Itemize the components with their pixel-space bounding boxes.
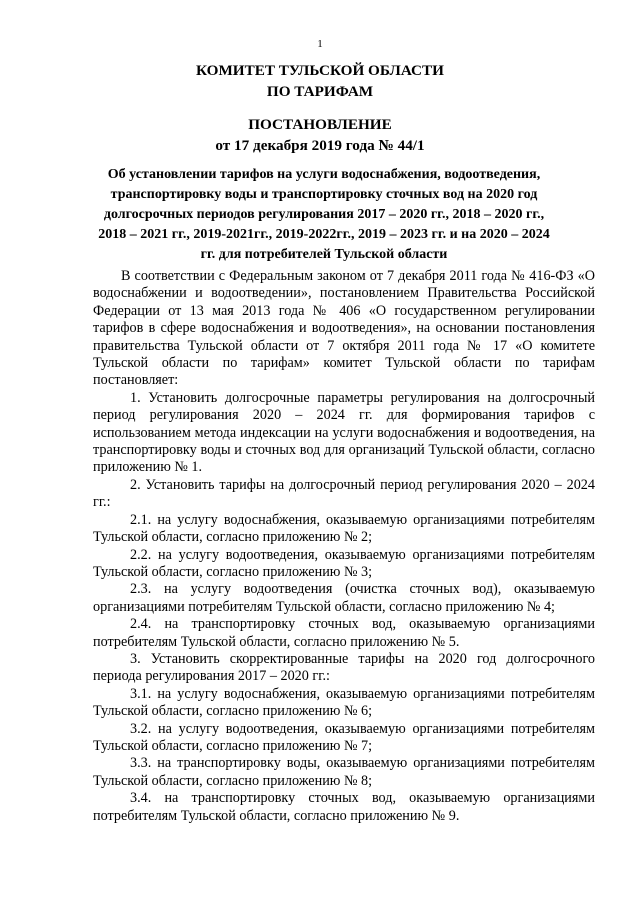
paragraph-subitem-3-1: 3.1. на услугу водоснабжения, оказываемую организациями потребителям Тульской области, согласно приложению № 6; — [93, 685, 595, 720]
paragraph-subitem-3-2: 3.2. на услугу водоотведения, оказываемую организациями потребителям Тульской области, согласно приложению № 7; — [93, 720, 595, 754]
decree-header — [0, 114, 640, 156]
committee-line-2: ПО ТАРИФАМ — [266, 83, 374, 100]
committee-header — [0, 60, 640, 102]
paragraph-item-2: 2. Установить тарифы на долгосрочный период регулирования 2020 – 2024 гг.: — [93, 476, 595, 511]
paragraph-intro: В соответствии с Федеральным законом от 7 декабря 2011 года № 416-ФЗ «О водоснабжении и водоотведении», постановлением Правительства Российской Федерации от 13 мая 2013 года № 406 «О государственном регулировании тарифов в сфере водоснабжения и водоотведения», на основании постановления правительства Тульской области от 7 октября 2011 года № 17 «О комитете Тульской области по тарифам» комитет Тульской области по тарифам постановляет: — [93, 268, 595, 389]
paragraph-subitem-3-3: 3.3. на транспортировку воды, оказываемую организациями потребителям Тульской области, согласно приложению № 8; — [93, 755, 595, 789]
paragraph-item-1: 1. Установить долгосрочные параметры регулирования на долгосрочный период регулирования 2020 – 2024 гг. для формирования тарифов с использованием метода индексации на услуги водоснабжения и водоотведения, на транспортировку воды и сточных вод для организаций Тульской области, согласно приложению № 1. — [93, 389, 595, 476]
paragraph-subitem-2-3: 2.3. на услугу водоотведения (очистка сточных вод), оказываемую организациями потребителям Тульской области, согласно приложению № 4; — [93, 581, 595, 615]
paragraph-subitem-2-1: 2.1. на услугу водоснабжения, оказываемую организациями потребителям Тульской области, согласно приложению № 2; — [93, 511, 595, 546]
decree-body — [93, 268, 595, 825]
paragraph-subitem-3-4: 3.4. на транспортировку сточных вод, оказываемую организациями потребителям Тульской области, согласно приложению № 9. — [93, 790, 595, 824]
decree-title: ПОСТАНОВЛЕНИЕ — [248, 116, 392, 133]
committee-line-1: КОМИТЕТ ТУЛЬСКОЙ ОБЛАСТИ — [196, 62, 444, 79]
paragraph-subitem-2-2: 2.2. на услугу водоотведения, оказываемую организациями потребителям Тульской области, согласно приложению № 3; — [93, 546, 595, 580]
decree-date-number: от 17 декабря 2019 года № 44/1 — [215, 137, 425, 154]
page-number: 1 — [317, 38, 323, 50]
paragraph-item-3: 3. Установить скорректированные тарифы на 2020 год долгосрочного периода регулирования 2017 – 2020 гг.: — [93, 650, 595, 685]
decree-subject: Об установлении тарифов на услуги водоснабжения, водоотведения, транспортировку воды и транспортировку сточных вод на 2020 год долгосрочных периодов регулирования 2017 – 2020 гг., 2018 – 2020 гг., 2018 – 2021 гг., 2019-2021гг., 2019-2022гг., 2019 – 2023 гг. и на 2020 – 2024 гг. для потребителей Тульской области — [98, 167, 550, 262]
paragraph-subitem-2-4: 2.4. на транспортировку сточных вод, оказываемую организациями потребителям Тульской области, согласно приложению № 5. — [93, 616, 595, 650]
